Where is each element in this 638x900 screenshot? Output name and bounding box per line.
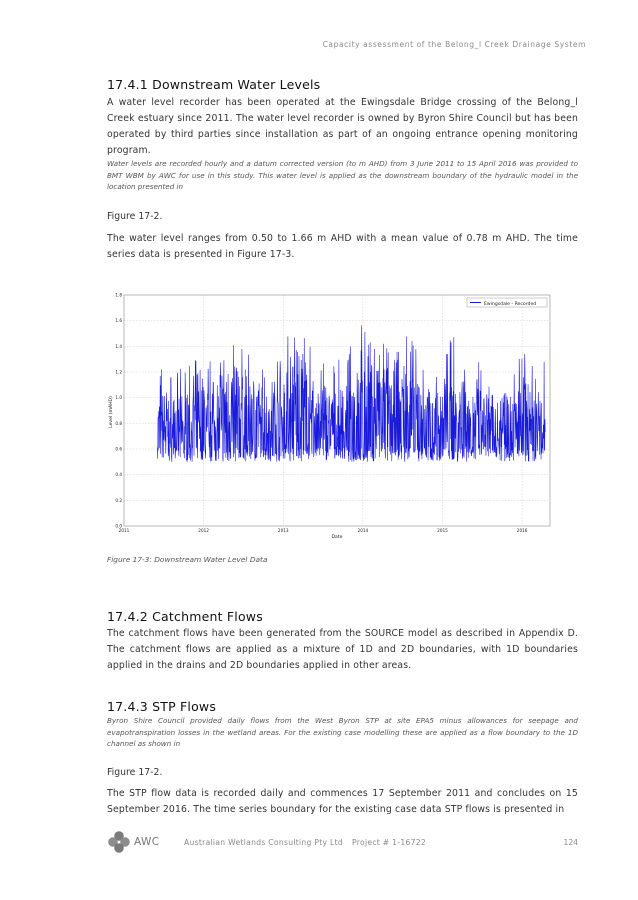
y-tick-label: 1.2: [115, 369, 122, 375]
section-heading-downstream-water-levels: 17.4.1 Downstream Water Levels: [107, 77, 321, 92]
figure-caption: Figure 17-3: Downstream Water Level Data: [107, 555, 268, 564]
water-level-chart: [108, 288, 556, 540]
x-axis-label: Date: [331, 535, 343, 540]
x-tick-label: 2013: [277, 528, 289, 533]
y-tick-label: 0.4: [115, 472, 122, 478]
paragraph-catchment-flows: The catchment flows have been generated from the SOURCE model as described in Appendix D. The catchment flows are applied as a mixture of 1D and 2D boundaries, with 1D boundaries applied in the drains and 2D boundaries applied in other areas.: [107, 628, 578, 671]
y-axis-ticks: [115, 293, 122, 529]
plot-area: [124, 295, 550, 526]
note-water-level-datum: Water levels are recorded hourly and a datum corrected version (to m AHD) from 3 June 2011 to 15 April 2016 was provided to BMT WBM by AWC for use in this study. This water level is applied as the downstream boundary of the hydraulic model in the location presented in: [107, 159, 578, 191]
section-heading-catchment-flows: 17.4.2 Catchment Flows: [107, 609, 263, 624]
chart-legend: [467, 298, 547, 307]
y-tick-label: 0.6: [115, 446, 122, 452]
x-tick-label: 2016: [516, 528, 528, 533]
page-number: 124: [563, 838, 578, 847]
paragraph-stp-flow-data: The STP flow data is recorded daily and commences 17 September 2011 and concludes on 15 September 2016. The time series boundary for the existing case data STP flows is presented in: [107, 788, 578, 815]
y-tick-label: 0.8: [115, 420, 122, 426]
x-tick-label: 2011: [118, 528, 130, 533]
x-tick-label: 2012: [198, 528, 209, 533]
footer-company: Australian Wetlands Consulting Pty Ltd: [184, 838, 343, 847]
page-footer: [107, 830, 578, 854]
y-tick-label: 0.0: [115, 523, 122, 529]
running-header: Capacity assessment of the Belong_l Creek Drainage System: [322, 40, 586, 49]
y-tick-label: 1.4: [115, 343, 122, 349]
y-tick-label: 0.2: [115, 497, 122, 503]
footer-project-number: Project # 1-16722: [352, 838, 426, 847]
figure-reference: Figure 17-2.: [107, 211, 163, 222]
legend-label: Ewingsdale - Recorded: [484, 302, 537, 307]
x-tick-label: 2014: [357, 528, 369, 533]
awc-logo-icon: [107, 830, 131, 854]
x-axis-ticks: [119, 528, 528, 533]
x-tick-label: 2015: [437, 528, 448, 533]
section-heading-stp-flows: 17.4.3 STP Flows: [107, 699, 217, 714]
awc-logo-text: AWC: [134, 836, 160, 848]
y-axis-label: Level (mAHD): [109, 396, 114, 428]
paragraph-water-level-range: The water level ranges from 0.50 to 1.66 m AHD with a mean value of 0.78 m AHD. The time series data is presented in Figure 17-3.: [107, 233, 578, 260]
y-tick-label: 1.8: [115, 292, 122, 298]
y-tick-label: 1.0: [115, 395, 122, 401]
note-stp-flows: Byron Shire Council provided daily flows from the West Byron STP at site EPA5 minus allowances for seepage and evapotranspiration losses in the wetland areas. For the existing case modelling these are applied as a flow boundary to the 1D channel as shown in: [107, 716, 578, 748]
figure-reference-stp: Figure 17-2.: [107, 767, 163, 778]
y-tick-label: 1.6: [115, 318, 122, 324]
paragraph-water-level-recorder: A water level recorder has been operated at the Ewingsdale Bridge crossing of the Belong_l Creek estuary since 2011. The water level recorder is owned by Byron Shire Council but has been operated by third parties since installation as part of an ongoing entrance opening monitoring program.: [107, 97, 578, 156]
